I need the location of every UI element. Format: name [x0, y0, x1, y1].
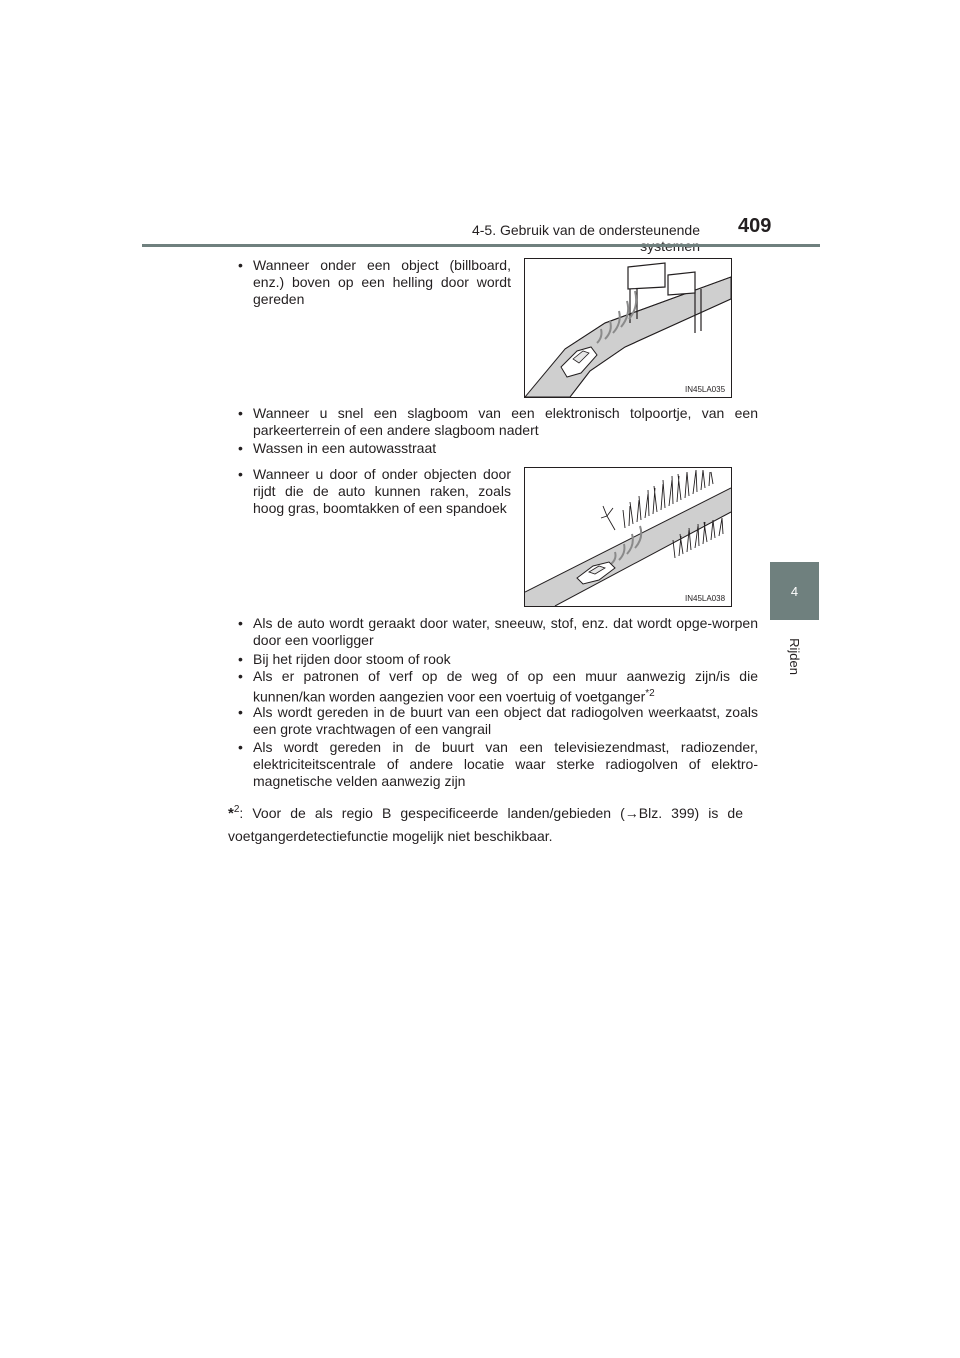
bullet-text: Wassen in een autowasstraat	[253, 440, 437, 456]
bullet-item	[238, 615, 758, 649]
bullet-item	[238, 704, 758, 738]
bullet-item	[238, 405, 758, 439]
section-title: 4-5. Gebruik van de ondersteunende	[471, 222, 700, 238]
footnote-ref: *2	[645, 688, 655, 699]
bullet-item	[238, 466, 511, 517]
tall-grass-illustration	[525, 468, 731, 606]
bullet-text: Als er patronen of verf op de weg of op een muur aanwezig zijn/is die kunnen/kan worden aangezien voor een voertuig of voetganger	[253, 668, 758, 705]
billboard-slope-illustration	[525, 259, 731, 397]
bullet-text: Bij het rijden door stoom of rook	[253, 651, 451, 667]
figure-code: IN45LA035	[685, 385, 726, 394]
bullet-symbol: •	[238, 466, 243, 482]
bullet-symbol: •	[238, 257, 243, 273]
bullet-text: Als wordt gereden in de buurt van een object dat radiogolven weerkaatst, zoals een grote vrachtwagen of een vangrail	[253, 704, 758, 737]
figure-code: IN45LA038	[685, 594, 726, 603]
bullet-text: Wanneer u door of onder objecten door rijdt die de auto kunnen raken, zoals hoog gras, boomtakken of een spandoek	[253, 466, 511, 516]
bullet-text: Wanneer onder een object (billboard, enz.) boven op een helling door wordt gereden	[253, 257, 511, 307]
bullet-symbol: •	[238, 440, 243, 456]
footnote-mark	[228, 805, 239, 822]
figure-billboard-slope	[524, 258, 732, 398]
bullet-item	[238, 257, 511, 308]
bullet-item	[238, 668, 758, 706]
chapter-label-text: Rijden	[786, 637, 802, 675]
footnote-number: 2	[233, 804, 240, 815]
page-number: 409	[738, 215, 772, 237]
bullet-item	[238, 739, 758, 790]
footnote	[228, 798, 743, 848]
bullet-text: Wanneer u snel een slagboom van een elektronisch tolpoortje, van een parkeerterrein of een andere slagboom nadert	[253, 405, 758, 438]
footnote-text: : Voor de als regio B gespecificeerde landen/gebieden (→Blz. 399) is de voetgangerdetectiefunctie mogelijk niet beschikbaar.	[228, 805, 743, 844]
chapter-tab	[770, 562, 819, 620]
bullet-item	[238, 651, 758, 668]
bullet-symbol: •	[238, 615, 243, 631]
bullet-symbol: •	[238, 651, 243, 667]
header-rule	[142, 244, 820, 247]
bullet-symbol: •	[238, 668, 243, 684]
chapter-label	[770, 626, 819, 686]
footnote-asterisk: *	[228, 805, 234, 822]
bullet-item	[238, 440, 758, 457]
bullet-symbol: •	[238, 739, 243, 755]
bullet-symbol: •	[238, 405, 243, 421]
bullet-symbol: •	[238, 704, 243, 720]
bullet-text: Als de auto wordt geraakt door water, sneeuw, stof, enz. dat wordt opge-worpen door een voorligger	[253, 615, 758, 648]
chapter-number: 4	[790, 583, 799, 599]
figure-tall-grass	[524, 467, 732, 607]
bullet-text: Als wordt gereden in de buurt van een televisiezendmast, radiozender, elektriciteitscentrale of andere locatie waar sterke radiogolven of elektro-magnetische velden aanwezig zijn	[253, 739, 758, 789]
